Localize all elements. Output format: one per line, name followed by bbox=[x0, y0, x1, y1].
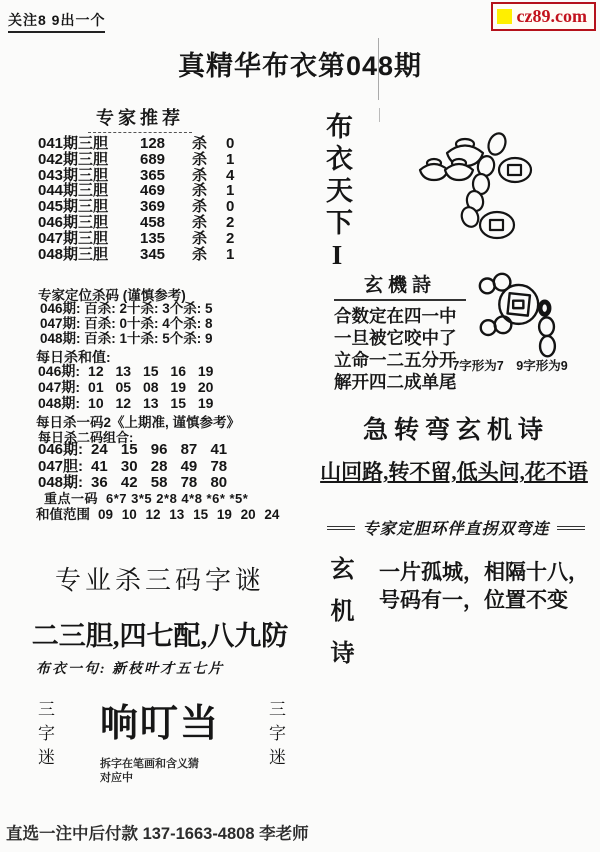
page-title: 真精华布衣第048期 bbox=[177, 51, 423, 81]
number-cell: 345 bbox=[140, 245, 166, 263]
row-values: 12 13 15 16 19 bbox=[88, 363, 214, 379]
riddle-section-title: 专业杀三码字谜 bbox=[54, 566, 265, 595]
riddle-hint bbox=[100, 757, 220, 785]
gold-ingots-coin-chain-drawing bbox=[402, 128, 572, 253]
table-row bbox=[38, 231, 246, 247]
kill-value: 2 bbox=[226, 229, 235, 247]
bead-icon bbox=[485, 131, 508, 157]
coin-hole-icon bbox=[508, 165, 521, 175]
kill-value: 0 bbox=[226, 198, 235, 216]
list-item bbox=[38, 459, 227, 476]
big-coin-icon bbox=[499, 285, 538, 324]
scan-artifact-line bbox=[378, 38, 379, 100]
poem-line: 一片孤城，相隔十八， bbox=[379, 560, 589, 584]
expert-table-header: 专家推荐 bbox=[88, 104, 192, 133]
table-row bbox=[38, 183, 246, 199]
position-kill-header: 专家定位杀码 (谨慎参考) bbox=[38, 288, 186, 303]
row-values: 09 10 12 13 15 19 20 24 bbox=[98, 507, 280, 522]
table-row bbox=[38, 136, 246, 152]
list-item bbox=[38, 395, 213, 411]
table-row bbox=[38, 199, 246, 215]
small-circle-icon bbox=[481, 320, 496, 335]
kill-value: 0 bbox=[226, 135, 235, 152]
row-label: 048期: bbox=[38, 395, 81, 411]
period-cell: 048期三胆 bbox=[38, 245, 109, 263]
period-cell: 042期三胆 bbox=[38, 150, 109, 168]
table-row bbox=[38, 247, 246, 263]
riddle-hint-line: 对应中 bbox=[99, 772, 133, 784]
table-row bbox=[38, 215, 246, 231]
top-note: 关注8 9出一个 bbox=[8, 10, 105, 33]
logo-yellow-square-icon bbox=[497, 9, 512, 24]
riddle-answer-area bbox=[100, 692, 220, 785]
buyi-sentence: 布衣一句: 新枝叶才五七片 bbox=[36, 662, 225, 677]
shape-caption: 7字形为7 9字形为9 bbox=[452, 359, 568, 373]
number-cell: 365 bbox=[140, 166, 166, 184]
kill-value: 1 bbox=[226, 150, 235, 168]
xuanji-second-block bbox=[322, 556, 600, 716]
list-item bbox=[38, 442, 227, 459]
period-cell: 044期三胆 bbox=[38, 182, 109, 200]
coin-illustration-icon bbox=[468, 272, 588, 360]
riddle-main-line: 二三胆,四七配,八九防 bbox=[31, 621, 289, 651]
kill-label: 杀 bbox=[192, 166, 208, 184]
expert-table bbox=[38, 136, 246, 262]
number-cell: 135 bbox=[140, 229, 166, 247]
row-values: 01 05 08 19 20 bbox=[88, 379, 214, 395]
number-cell: 128 bbox=[140, 135, 166, 152]
row-values: 6*7 3*5 2*8 4*8 *6* *5* bbox=[106, 491, 249, 506]
bead-icon bbox=[540, 336, 555, 356]
divider-dash-icon bbox=[557, 526, 585, 530]
row-label: 047期: bbox=[38, 379, 81, 395]
sharp-turn-line: 山回路,转不留,低头问,花不语 bbox=[320, 460, 588, 484]
poem-line: 解开四二成单尾 bbox=[334, 372, 457, 392]
daily-kill-sum-header: 每日杀和值: bbox=[36, 349, 111, 365]
bead-highlight-icon bbox=[542, 304, 546, 311]
daily-kill-sum-rows bbox=[38, 363, 213, 411]
coin-square-hole-icon bbox=[508, 293, 530, 315]
number-cell: 689 bbox=[140, 150, 166, 168]
period-cell: 043期三胆 bbox=[38, 166, 109, 184]
row-label: 046期: bbox=[38, 363, 81, 379]
xuanji-poem-title: 玄機詩 bbox=[334, 270, 466, 301]
divider-text: 专家定胆环伴直拐双弯连 bbox=[362, 521, 550, 538]
kill-value: 2 bbox=[226, 213, 235, 231]
row-label: 和值范围 bbox=[36, 507, 90, 522]
coin-inner-mark-icon bbox=[513, 301, 523, 308]
kill-label: 杀 bbox=[192, 182, 208, 200]
row-values: 41 30 28 49 78 bbox=[91, 457, 228, 475]
kill-label: 杀 bbox=[192, 150, 208, 168]
poem-line: 号码有一，位置不变 bbox=[379, 588, 568, 612]
two-code-combo-header: 每日杀二码组合: bbox=[38, 430, 134, 445]
xuanji-poem-box bbox=[334, 270, 466, 393]
small-circle-icon bbox=[495, 316, 512, 333]
period-cell: 046期三胆 bbox=[38, 213, 109, 231]
kill-label: 杀 bbox=[192, 213, 208, 231]
contact-footer: 直选一注中后付款 137-1663-4808 李老师 bbox=[6, 825, 309, 843]
sharp-turn-title: 急转弯玄机诗 bbox=[362, 417, 549, 444]
coin-hole-icon bbox=[490, 220, 503, 230]
kill-label: 杀 bbox=[192, 135, 208, 152]
divider-dash-icon bbox=[327, 526, 355, 530]
expert-divider bbox=[312, 516, 600, 539]
riddle-right-vertical-label: 三字迷 bbox=[265, 700, 285, 772]
list-item: 048期: 百杀: 1十杀: 5个杀: 9 bbox=[40, 331, 213, 347]
logo-text: cz89.com bbox=[516, 6, 587, 26]
row-label: 048期: bbox=[38, 474, 84, 492]
ingots-coins-illustration-icon bbox=[402, 128, 572, 248]
row-values: 10 12 13 15 19 bbox=[88, 395, 214, 411]
row-values: 24 15 96 87 41 bbox=[91, 441, 228, 458]
kill-label: 杀 bbox=[192, 229, 208, 247]
buyi-tianxia-vertical-title: 布衣天下I bbox=[322, 112, 352, 275]
list-item bbox=[38, 363, 213, 379]
list-item: 047期: 百杀: 0十杀: 4个杀: 8 bbox=[40, 316, 213, 332]
kill-value: 1 bbox=[226, 245, 235, 263]
riddle-left-vertical-label: 三字迷 bbox=[35, 700, 54, 772]
number-cell: 469 bbox=[140, 182, 166, 200]
sum-range-line bbox=[36, 503, 279, 523]
gold-ingot-icon bbox=[445, 164, 473, 180]
row-label: 重点一码 bbox=[44, 491, 99, 506]
period-cell: 041期三胆 bbox=[38, 135, 109, 152]
scan-artifact-line bbox=[379, 108, 380, 122]
row-label: 046期: bbox=[38, 441, 84, 458]
poem-line: 立命一二五分开 bbox=[334, 350, 457, 370]
kill-value: 1 bbox=[226, 182, 235, 200]
site-logo[interactable] bbox=[491, 2, 596, 31]
small-circle-icon bbox=[480, 278, 495, 293]
xuanji-second-text bbox=[379, 556, 589, 716]
period-cell: 047期三胆 bbox=[38, 229, 109, 247]
riddle-big-word: 响叮当 bbox=[99, 703, 220, 745]
gold-ingot-icon bbox=[420, 164, 448, 180]
number-cell: 369 bbox=[140, 198, 166, 216]
table-row bbox=[38, 152, 246, 168]
coin-circles-drawing bbox=[468, 272, 588, 365]
position-kill-rows bbox=[40, 301, 213, 347]
number-cell: 458 bbox=[140, 213, 166, 231]
three-char-riddle-block bbox=[32, 692, 288, 785]
kill-value: 4 bbox=[226, 166, 235, 184]
poem-line: 一旦被它咬中了 bbox=[334, 328, 457, 348]
xuanji-vertical-title: 玄机诗 bbox=[326, 556, 352, 682]
row-values: 36 42 58 78 80 bbox=[91, 474, 228, 492]
row-label: 047胆: bbox=[38, 457, 84, 475]
kill-label: 杀 bbox=[192, 245, 208, 263]
kill-label: 杀 bbox=[192, 198, 208, 216]
bead-icon bbox=[539, 317, 554, 336]
two-code-combo-rows bbox=[38, 442, 227, 492]
daily-kill-one-line: 每日杀一码2《上期准, 谨慎参考》 bbox=[36, 415, 241, 430]
list-item: 046期: 百杀: 2十杀: 3个杀: 5 bbox=[40, 301, 213, 316]
list-item bbox=[38, 379, 213, 395]
riddle-hint-line: 拆字在笔画和含义猜 bbox=[99, 758, 199, 770]
poem-line: 合数定在四一中 bbox=[334, 306, 457, 326]
period-cell: 045期三胆 bbox=[38, 198, 109, 216]
